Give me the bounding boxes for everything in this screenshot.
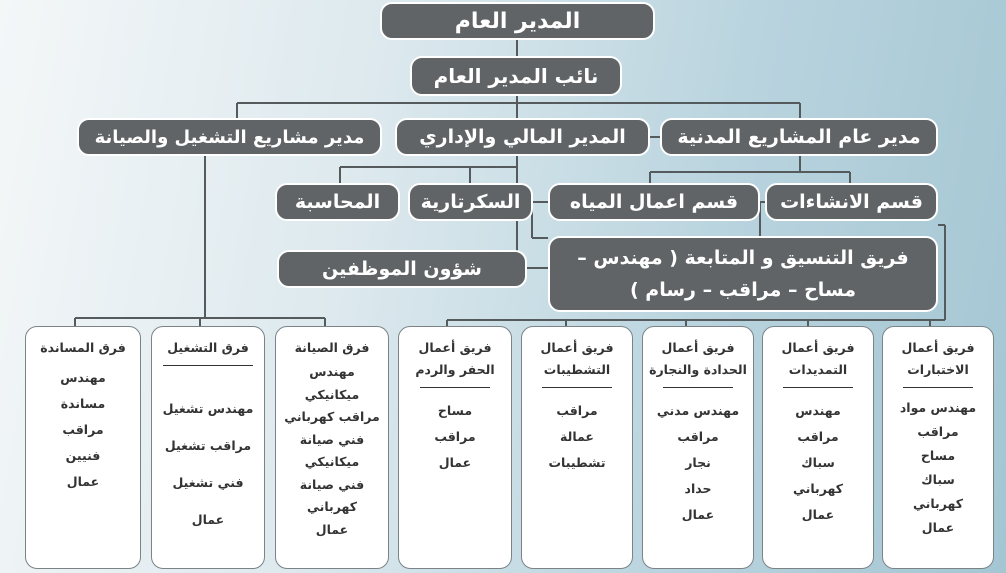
finance-admin-manager-box [395,118,650,156]
team-members [26,365,140,495]
team-member: ميكانيكي [304,386,360,402]
team-member: فني تشغيل [172,475,244,490]
team-card-finishing [521,326,633,569]
team-card-support [25,326,141,569]
general-manager-label: المدير العام [454,8,581,34]
team-member: مساح [920,448,956,463]
deputy-manager-label: نائب المدير العام [433,64,599,88]
team-members [883,396,993,540]
team-member: مراقب [917,424,959,439]
team-members [399,398,511,476]
team-members [522,398,632,476]
construction-dept-label: قسم الانشاءات [780,191,923,213]
team-member: عمال [315,521,349,537]
team-member: سباك [921,472,955,487]
secretariat-box [408,183,533,221]
team-divider [663,387,733,388]
water-works-dept-box [548,183,760,221]
team-title: فرق التشغيل [167,340,249,355]
team-title: فريق أعمال التشطيبات [540,340,614,377]
team-member: كهرباني [912,496,964,511]
team-divider [542,387,612,388]
team-title: فريق أعمال الحفر والردم [415,340,495,377]
team-member: مراقب تشغيل [164,438,252,453]
civil-projects-manager-label: مدير عام المشاريع المدنية [677,126,921,148]
team-member: مراقب [797,429,839,444]
team-member: فني صيانة [299,431,365,447]
team-divider [163,365,253,366]
coordination-team-box [548,236,938,312]
team-member: مراقب كهرباني [284,409,380,424]
team-member: تشطيبات [548,455,606,470]
civil-projects-manager-box [660,118,938,156]
water-works-dept-label: قسم اعمال المياه [569,191,739,213]
team-member: مراقب [434,429,476,444]
team-member: سباك [801,455,835,470]
team-member: نجار [685,455,711,470]
team-members [763,398,873,528]
team-member: عمال [191,512,225,527]
team-members [152,390,264,538]
team-member: فني صيانة [299,476,365,492]
team-title: فريق أعمال الاختبارات [901,340,975,377]
accounting-label: المحاسبة [294,191,381,213]
team-member: فنيين [65,448,101,463]
team-member: كهرباني [306,499,358,514]
team-divider [420,387,490,388]
team-member: مهندس [60,370,106,385]
team-member: مهندس [795,403,841,418]
team-card-smithing-carpentry [642,326,754,569]
hr-label: شؤون الموظفين [322,258,482,280]
team-member: مراقب [677,429,719,444]
general-manager-box [380,2,655,40]
accounting-box [275,183,400,221]
team-member: عمالة [560,429,594,444]
team-title: فريق أعمال التمديدات [781,340,855,377]
deputy-manager-box [410,56,622,96]
team-member: عمال [66,474,100,489]
team-member: كهرباني [792,481,844,496]
team-member: مساح [437,403,473,418]
secretariat-label: السكرتارية [420,191,521,213]
team-member: عمال [801,507,835,522]
coordination-team-label: فريق التنسيق و المتابعة ( مهندس – مساح – مراقب – رسام ) [577,247,909,301]
team-divider [903,387,973,388]
team-member: مهندس [309,364,355,379]
finance-admin-manager-label: المدير المالي والإداري [419,126,626,148]
team-member: حداد [684,481,712,496]
team-card-excavation [398,326,512,569]
operations-maintenance-manager-box [77,118,382,156]
team-member: مهندس مواد [899,400,977,415]
team-member: عمال [438,455,472,470]
team-member: مراقب [556,403,598,418]
team-member: عمال [921,520,955,535]
team-member: مساندة [60,396,106,411]
team-divider [783,387,853,388]
team-member: ميكانيكي [304,454,360,469]
team-members [276,361,388,541]
team-member: عمال [681,507,715,522]
team-card-tests [882,326,994,569]
hr-box [277,250,527,288]
team-member: مراقب [62,422,104,437]
team-member: مهندس تشغيل [162,401,254,416]
team-card-extensions [762,326,874,569]
team-members [643,398,753,528]
team-title: فرق المساندة [40,340,126,355]
team-title: فريق أعمال الحدادة والنجارة [649,340,747,377]
construction-dept-box [765,183,938,221]
team-card-maintenance [275,326,389,569]
team-card-operations [151,326,265,569]
team-member: مهندس مدني [656,403,740,418]
operations-maintenance-manager-label: مدير مشاريع التشغيل والصيانة [94,126,365,148]
team-title: فرق الصيانة [294,340,370,355]
